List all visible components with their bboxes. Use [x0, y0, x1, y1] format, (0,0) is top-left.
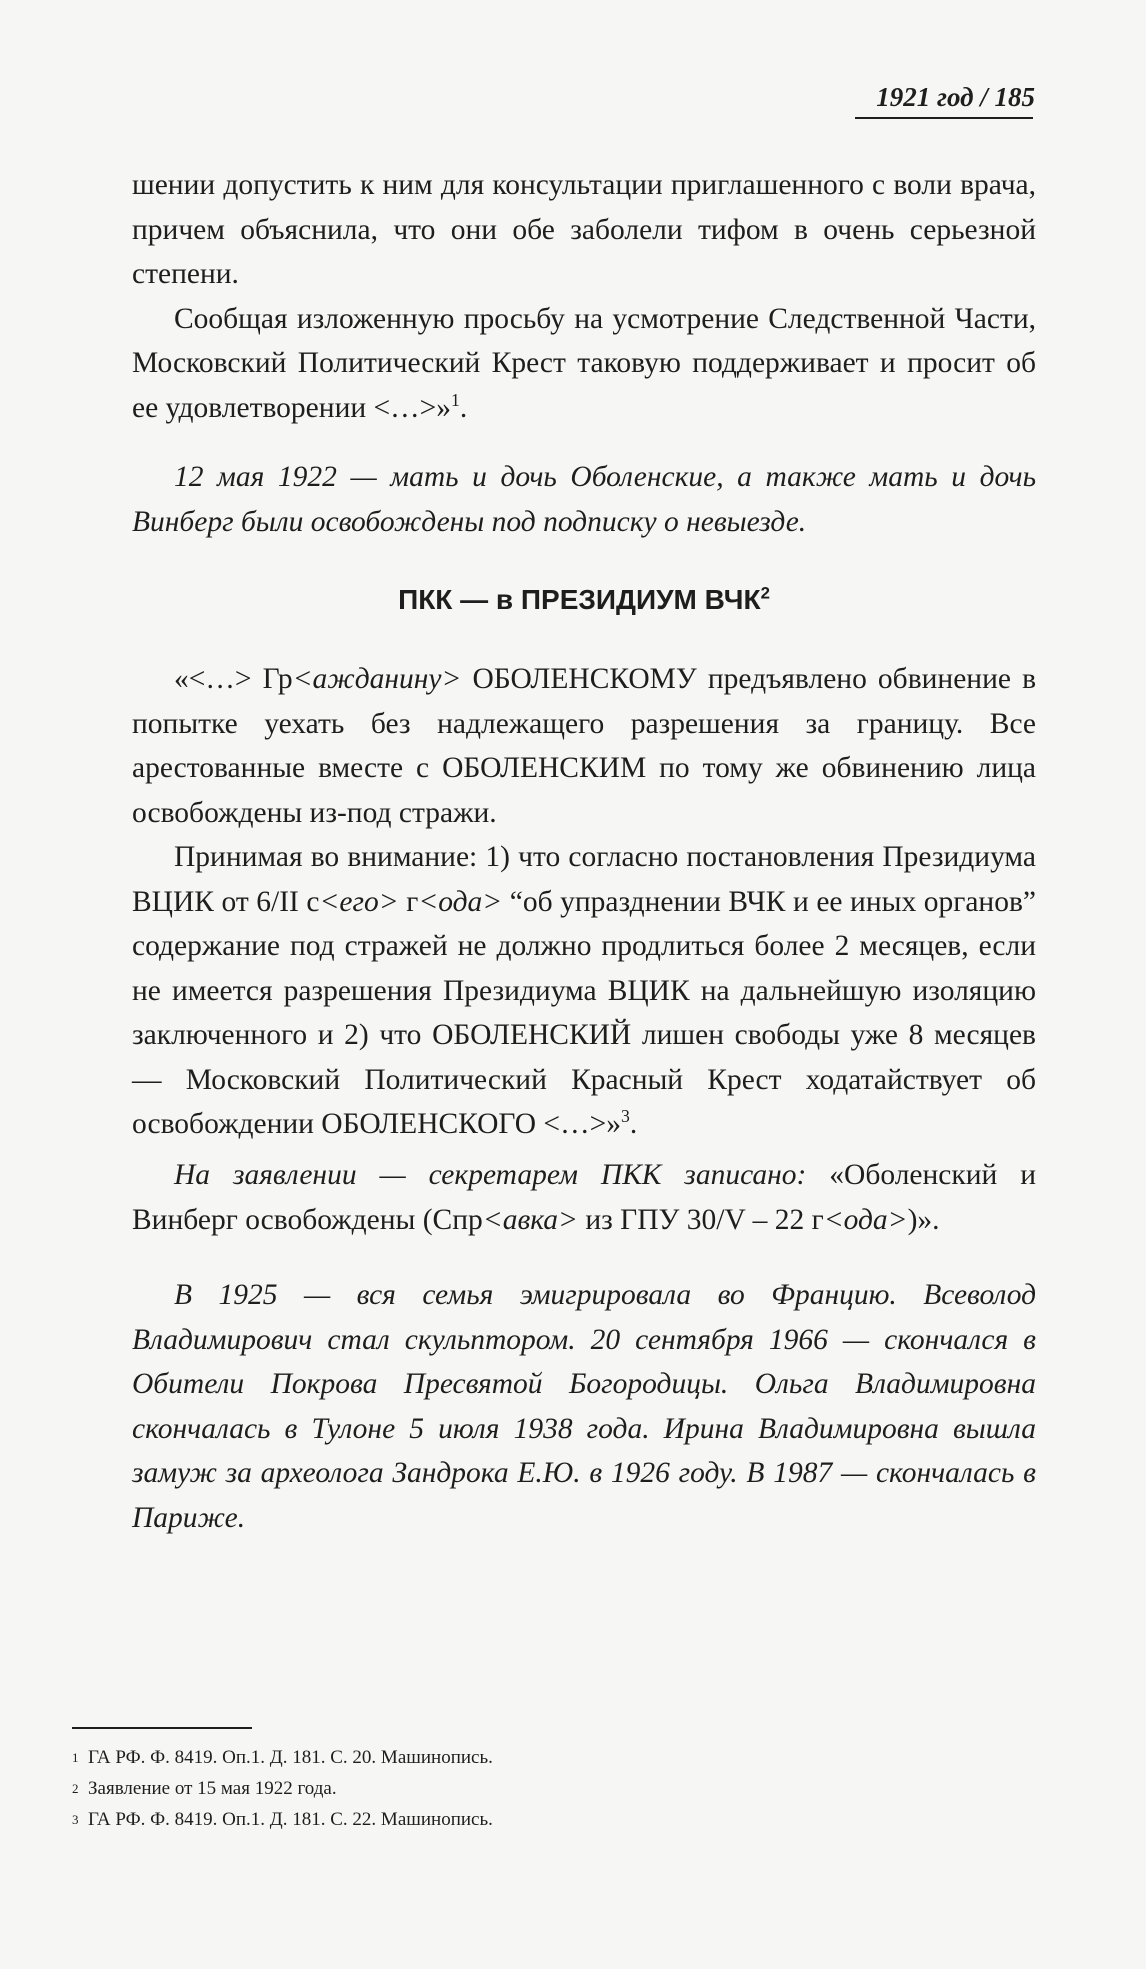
footnote-rule [72, 1727, 252, 1729]
charge-text-c: ОБОЛЕНСКОМУ предъявлено обвинение в попытке уехать без надлежащего разрешения за границу. Все арестованные вместе с ОБОЛЕНСКИМ по тому же обвинению лица освобождены из-под стражи. [132, 663, 1036, 829]
footnote-ref-3: 3 [620, 1106, 630, 1127]
footnote-mark: 2 [72, 1781, 79, 1796]
petition-text-c: г [398, 885, 419, 918]
footnote-3 [72, 1804, 1032, 1835]
paragraph-request-text: Сообщая изложенную просьбу на усмотрение Следственной Части, Московский Политический Крест таковую поддерживает и просит об ее удовлетворении <…>» [132, 302, 1036, 424]
footnote-mark: 3 [72, 1812, 79, 1827]
footnote-ref-2: 2 [760, 583, 770, 603]
footnote-text: ГА РФ. Ф. 8419. Оп.1. Д. 181. С. 22. Машинопись. [88, 1809, 493, 1830]
section-annotation [132, 1153, 1036, 1242]
paragraph-petition: Принимая во внимание: 1) что согласно постановления Президиума ВЦИК от 6/II с<его> г<ода> “об упразднении ВЧК и ее иных органов” содержание под стражей не должно продлиться более 2 месяцев, если не имеется разрешения Президиума ВЦИК на дальнейшую изоляцию заключенного и 2) что ОБОЛЕНСКИЙ лишен свободы уже 8 месяцев — Московский Политический Красный Крест ходатайствует об освобождении ОБОЛЕНСКОГО <…>»$^3$. [132, 841, 1036, 1140]
annotation-text-f: )». [907, 1203, 940, 1236]
footnote-mark: 1 [72, 1750, 79, 1765]
footnote-text: Заявление от 15 мая 1922 года. [88, 1778, 337, 1799]
running-header: 1921 год / 185 [876, 82, 1035, 112]
charge-text-b: <ажданину> [292, 663, 462, 695]
annotation-text-e: <ода> [823, 1203, 908, 1236]
section-heading [132, 580, 1036, 620]
heading-text: ПКК — в ПРЕЗИДИУМ ВЧК [398, 584, 761, 615]
petition-text-d: <ода> [418, 885, 503, 918]
annotation-text-c: <авка> [482, 1203, 578, 1236]
annotation-text-b: «Оболенский и Винберг освобождены (Спр [132, 1159, 1036, 1236]
paragraph-annotation [132, 1153, 1036, 1242]
header-rule [855, 117, 1033, 119]
charge-text-a: «<…> Гр [174, 663, 293, 695]
paragraph-continuation: шении допустить к ним для консультации приглашенного с воли врача, причем объяснила, что они обе заболели тифом в очень серьезной степени. [132, 169, 1036, 290]
footnote-ref-1: 1 [451, 389, 460, 410]
petition-text-b: <его> [319, 885, 399, 918]
section-epilogue [132, 1273, 1036, 1540]
footnotes [72, 1742, 1032, 1835]
annotation-text-a: На заявлении — секретарем ПКК записано: [174, 1159, 830, 1191]
paragraph-request: Сообщая изложенную просьбу на усмотрение Следственной Части, Московский Политический Крест таковую поддерживает и просит об ее удовлетворении <…>»$^1$. [132, 302, 1036, 424]
annotation-text-d: из ГПУ 30/V – 22 г [577, 1203, 824, 1236]
paragraph-release-note: 12 мая 1922 — мать и дочь Оболенские, а также мать и дочь Винберг были освобождены под подписку о невыезде. [132, 461, 1036, 538]
footnote-text: ГА РФ. Ф. 8419. Оп.1. Д. 181. С. 20. Машинопись. [88, 1747, 493, 1768]
section-release [132, 455, 1036, 544]
section-top [132, 163, 1036, 430]
paragraph-epilogue: В 1925 — вся семья эмигрировала во Францию. Всеволод Владимирович стал скульптором. 20 сентября 1966 — скончался в Обители Покрова Пресвятой Богородицы. Ольга Владимировна скончалась в Тулоне 5 июля 1938 года. Ирина Владимировна вышла замуж за археолога Зандрока Е.Ю. в 1926 году. В 1987 — скончалась в Париже. [132, 1279, 1036, 1534]
footnote-2 [72, 1773, 1032, 1804]
paragraph-charge [132, 657, 1036, 835]
footnote-1 [72, 1742, 1032, 1773]
petition-text-e: “об упразднении ВЧК и ее иных органов” содержание под стражей не должно продлиться более 2 месяцев, если не имеется разрешения Президиума ВЦИК на дальнейшую изоляцию заключенного и 2) что ОБОЛЕНСКИЙ лишен свободы уже 8 месяцев — Московский Политический Красный Крест ходатайствует об освобождении ОБОЛЕНСКОГО <…>» [132, 885, 1036, 1140]
section-letter [132, 657, 1036, 1147]
petition-text-a: Принимая во внимание: 1) что согласно постановления Президиума ВЦИК от 6/II с [132, 841, 1036, 918]
